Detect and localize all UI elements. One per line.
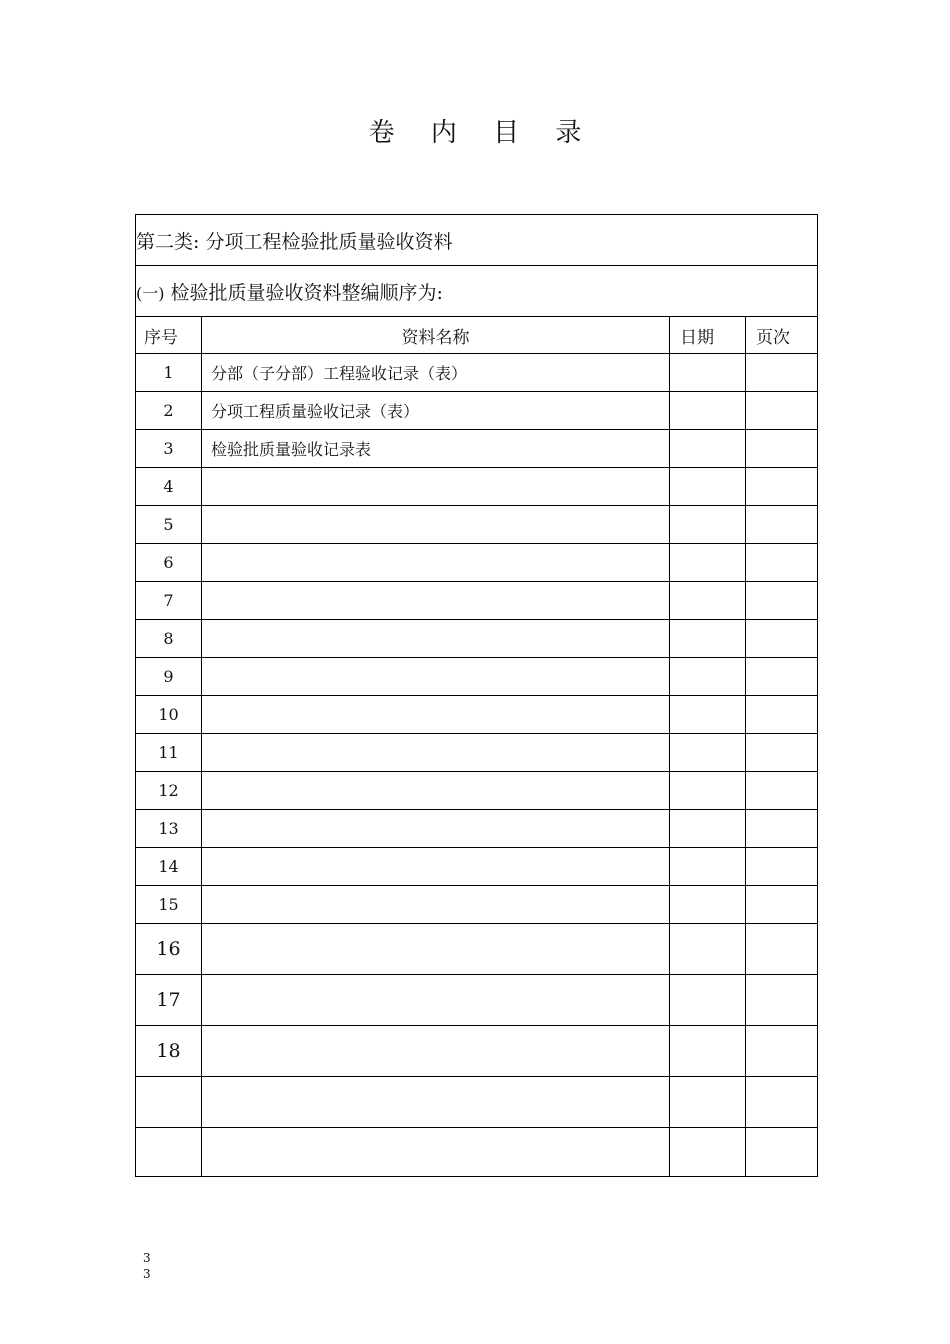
column-header-seq: 序号 [136, 317, 202, 354]
row-seq: 2 [136, 392, 202, 430]
catalog-table [135, 214, 818, 1177]
table-row [136, 430, 818, 468]
table-row [136, 1128, 818, 1177]
table-row [136, 696, 818, 734]
row-page [746, 886, 818, 924]
row-date [670, 544, 746, 582]
row-date [670, 392, 746, 430]
table-row [136, 848, 818, 886]
row-page [746, 582, 818, 620]
subsection-header [136, 266, 818, 317]
row-page [746, 620, 818, 658]
table-row [136, 924, 818, 975]
subsection-prefix: (一) [136, 283, 165, 303]
row-page [746, 392, 818, 430]
row-page [746, 544, 818, 582]
row-seq: 12 [136, 772, 202, 810]
row-seq: 8 [136, 620, 202, 658]
row-date [670, 1077, 746, 1128]
row-seq: 17 [136, 975, 202, 1026]
row-page [746, 848, 818, 886]
row-date [670, 430, 746, 468]
table-row [136, 658, 818, 696]
table-row [136, 544, 818, 582]
row-name [202, 1026, 670, 1077]
row-seq: 18 [136, 1026, 202, 1077]
row-date [670, 772, 746, 810]
row-name [202, 848, 670, 886]
row-name [202, 696, 670, 734]
table-row [136, 582, 818, 620]
row-date [670, 1128, 746, 1177]
row-seq: 1 [136, 354, 202, 392]
table-row [136, 886, 818, 924]
row-page [746, 468, 818, 506]
row-name [202, 772, 670, 810]
row-name [202, 734, 670, 772]
row-name: 检验批质量验收记录表 [202, 430, 670, 468]
table-row [136, 810, 818, 848]
row-name: 分项工程质量验收记录（表） [202, 392, 670, 430]
row-seq: 6 [136, 544, 202, 582]
subsection-text: 检验批质量验收资料整编顺序为: [170, 281, 443, 304]
row-seq: 9 [136, 658, 202, 696]
row-seq: 10 [136, 696, 202, 734]
row-seq: 16 [136, 924, 202, 975]
table-row [136, 1026, 818, 1077]
column-header-date: 日期 [670, 317, 746, 354]
table-row [136, 468, 818, 506]
row-date [670, 696, 746, 734]
row-seq [136, 1128, 202, 1177]
row-name [202, 506, 670, 544]
category-header: 第二类: 分项工程检验批质量验收资料 [136, 215, 818, 266]
row-name [202, 975, 670, 1026]
row-date [670, 924, 746, 975]
row-page [746, 975, 818, 1026]
row-seq: 14 [136, 848, 202, 886]
row-date [670, 975, 746, 1026]
column-header-page: 页次 [746, 317, 818, 354]
table-row [136, 734, 818, 772]
row-page [746, 772, 818, 810]
row-name [202, 810, 670, 848]
row-date [670, 1026, 746, 1077]
table-row [136, 1077, 818, 1128]
row-name [202, 924, 670, 975]
row-seq: 11 [136, 734, 202, 772]
row-name [202, 1128, 670, 1177]
row-date [670, 848, 746, 886]
row-date [670, 354, 746, 392]
row-name [202, 658, 670, 696]
row-name [202, 886, 670, 924]
row-date [670, 810, 746, 848]
footer-page-number-repeat: 3 [143, 1267, 151, 1281]
row-page [746, 696, 818, 734]
table-row [136, 620, 818, 658]
table-row [136, 506, 818, 544]
row-seq: 5 [136, 506, 202, 544]
row-seq: 13 [136, 810, 202, 848]
row-seq: 3 [136, 430, 202, 468]
row-date [670, 506, 746, 544]
row-name [202, 544, 670, 582]
page-title: 卷 内 目 录 [368, 118, 596, 148]
row-page [746, 1077, 818, 1128]
row-seq [136, 1077, 202, 1128]
row-name: 分部（子分部）工程验收记录（表） [202, 354, 670, 392]
category-header-row [136, 215, 818, 266]
row-page [746, 810, 818, 848]
row-page [746, 506, 818, 544]
row-seq: 15 [136, 886, 202, 924]
row-date [670, 620, 746, 658]
table-row [136, 772, 818, 810]
row-date [670, 658, 746, 696]
table-row [136, 392, 818, 430]
subsection-row [136, 266, 818, 317]
row-name [202, 468, 670, 506]
row-date [670, 734, 746, 772]
row-name [202, 1077, 670, 1128]
footer-page-number: 3 [143, 1251, 151, 1265]
table-row [136, 975, 818, 1026]
row-date [670, 582, 746, 620]
row-page [746, 354, 818, 392]
row-page [746, 924, 818, 975]
column-header-name: 资料名称 [202, 317, 670, 354]
row-page [746, 1026, 818, 1077]
column-header-row [136, 317, 818, 354]
row-seq: 4 [136, 468, 202, 506]
row-seq: 7 [136, 582, 202, 620]
row-name [202, 582, 670, 620]
row-page [746, 1128, 818, 1177]
table-row [136, 354, 818, 392]
row-date [670, 468, 746, 506]
row-page [746, 430, 818, 468]
row-date [670, 886, 746, 924]
row-page [746, 658, 818, 696]
row-name [202, 620, 670, 658]
row-page [746, 734, 818, 772]
